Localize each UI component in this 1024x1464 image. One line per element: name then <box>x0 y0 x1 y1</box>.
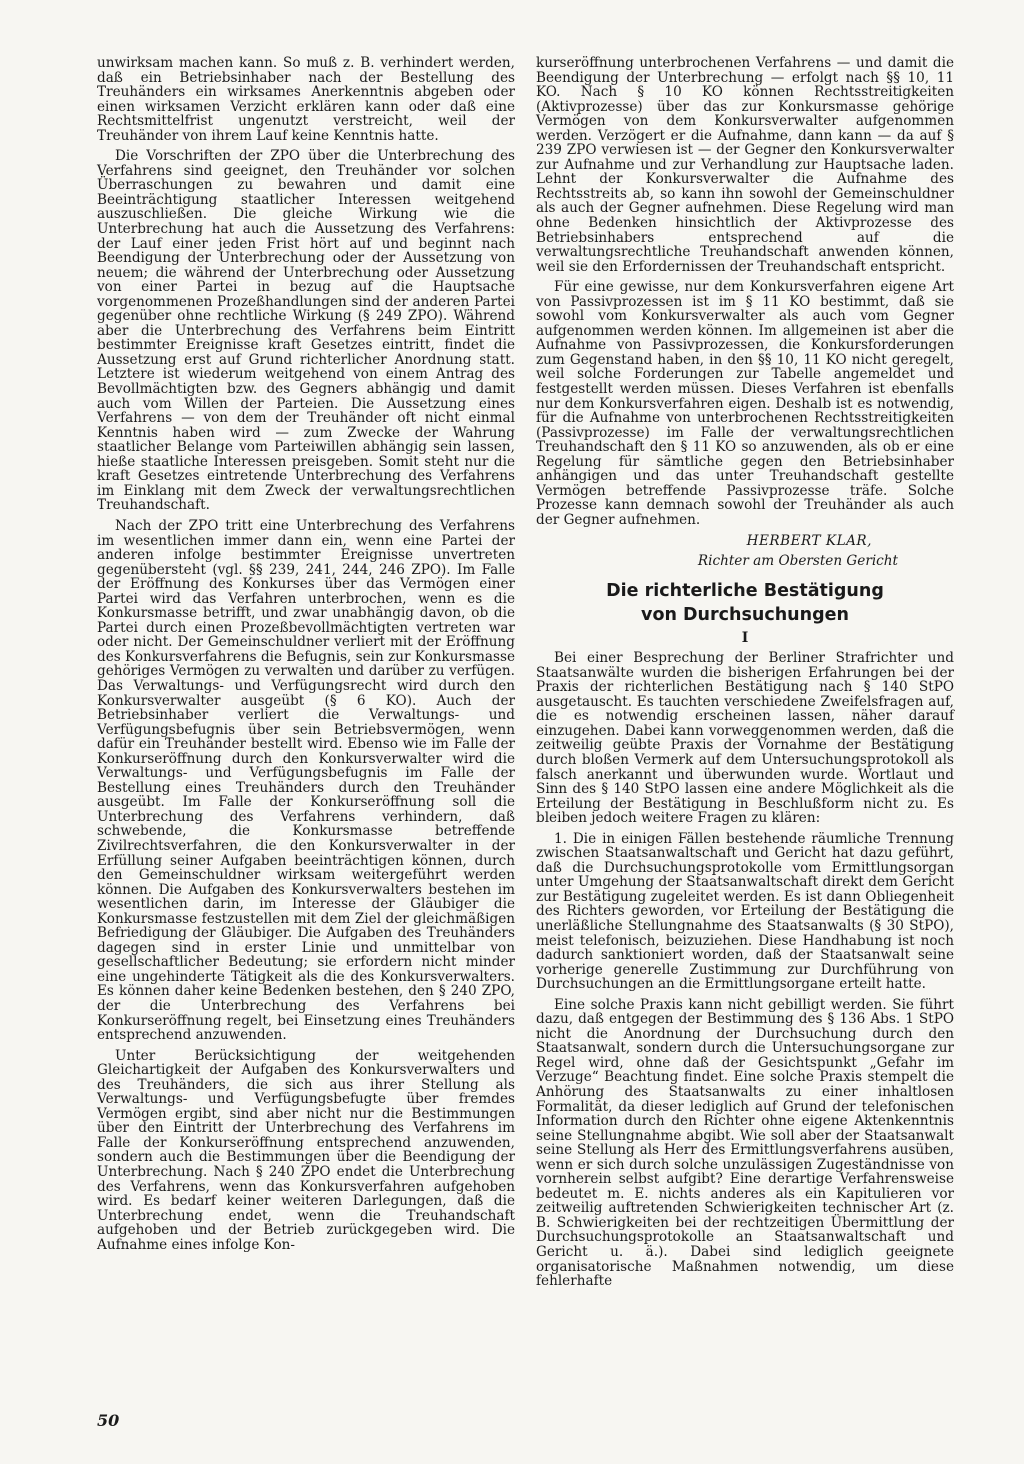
article-title-line: Die richterliche Bestätigung <box>606 580 884 601</box>
paragraph: unwirksam machen kann. So muß z. B. verhindert werden, daß ein Betriebsinhaber nach der Bestellung des Treuhänders ein wirksames Anerkenntnis abgeben oder einen wirksamen Verzicht erklären kann oder daß eine Rechtsmittelfrist ungenutzt verstreicht, weil der Treuhänder von ihrem Lauf keine Kenntnis hatte. <box>97 55 515 144</box>
left-column <box>97 56 515 1258</box>
paragraph: 1. Die in einigen Fällen bestehende räumliche Trennung zwischen Staatsanwaltschaft und Gericht hat dazu geführt, daß die Durchsuchungsprotokolle vom Ermittlungsorgan unter Umgehung der Staatsanwaltschaft direkt dem Gericht zur Bestätigung zugeleitet werden. Es ist dann Obliegenheit des Richters geworden, vor Erteilung der Bestätigung die unerläßliche Stellungnahme des Staatsanwalts (§ 30 StPO), meist telefonisch, beizuziehen. Diese Handhabung ist noch dadurch sanktioniert worden, daß der Staatsanwalt seine vorherige generelle Zustimmung zur Durchführung von Durchsuchungen an die Ermittlungsorgane erteilt hatte. <box>536 830 954 993</box>
paragraph: Bei einer Besprechung der Berliner Strafrichter und Staatsanwälte wurden die bisherigen Erfahrungen bei der Praxis der richterlichen Bestätigung nach § 140 StPO ausgetauscht. Es tauchten verschiedene Zweifelsfragen auf, die es notwendig erscheinen lassen, näher darauf einzugehen. Dabei kann vorweggenommen werden, daß die zeitweilig geübte Praxis der Vornahme der Bestätigung durch bloßen Vermerk auf dem Untersuchungsprotokoll als falsch anerkannt und überwunden wurde. Wortlaut und Sinn des § 140 StPO lassen eine andere Möglichkeit als die Erteilung der Bestätigung in Beschlußform nicht zu. Es bleiben jedoch weitere Fragen zu klären: <box>536 650 954 827</box>
paragraph: Nach der ZPO tritt eine Unterbrechung des Verfahrens im wesentlichen immer dann ein, wenn eine Partei der anderen infolge bestimmter Ereignisse unvertreten gegenübersteht (vgl. §§ 239, 241, 244, 246 ZPO). Im Falle der Eröffnung des Konkurses über das Vermögen einer Partei wird das Verfahren unterbrochen, wenn es die Konkursmasse betrifft, und zwar unabhängig davon, ob die Partei durch einen Prozeßbevollmächtigten vertreten war oder nicht. Der Gemeinschuldner verliert mit der Eröffnung des Konkursverfahrens die Befugnis, sein zur Konkursmasse gehöriges Vermögen zu verwalten und darüber zu verfügen. Das Verwaltungs- und Verfügungsrecht wird durch den Konkursverwalter ausgeübt (§ 6 KO). Auch der Betriebsinhaber verliert die Verwaltungs- und Verfügungsbefugnis über sein Betriebsvermögen, wenn dafür ein Treuhänder bestellt wird. Ebenso wie im Falle der Konkurseröffnung durch den Konkursverwalter wird die Verwaltungs- und Verfügungsbefugnis im Falle der Bestellung eines Treuhänders durch den Treuhänder ausgeübt. Im Falle der Konkurseröffnung soll die Unterbrechung des Verfahrens verhindern, daß schwebende, die Konkursmasse betreffende Zivilrechtsverfahren, die den Konkursverwalter in der Erfüllung seiner Aufgaben beeinträchtigen können, durch den Gemeinschuldner wirksam weitergeführt werden können. Die Aufgaben des Konkursverwalters bestehen im wesentlichen darin, im Interesse der Gläubiger die Konkursmasse festzustellen mit dem Ziel der gleichmäßigen Befriedigung der Gläubiger. Die Aufgaben des Treuhänders dagegen sind in erster Linie und unmittelbar von gesellschaftlicher Bedeutung; sie erfordern nicht minder eine ungehinderte Tätigkeit als die des Konkursverwalters. Es können daher keine Bedenken bestehen, den § 240 ZPO, der die Unterbrechung des Verfahrens bei Konkurseröffnung regelt, bei Einsetzung eines Treuhänders entsprechend anzuwenden. <box>97 517 515 1044</box>
right-column <box>536 56 954 1295</box>
author-role: Richter am Obersten Gericht <box>697 553 898 570</box>
article-title <box>536 579 954 627</box>
paragraph: kurseröffnung unterbrochenen Verfahrens — und damit die Beendigung der Unterbrechung — erfolgt nach §§ 10, 11 KO. Nach § 10 KO können Rechtsstreitigkeiten (Aktivprozesse) über das zur Konkursmasse gehörige Vermögen von dem Konkursverwalter aufgenommen werden. Verzögert er die Aufnahme, dann kann — da auf § 239 ZPO verwiesen ist — der Gegner den Konkursverwalter zur Aufnahme und zur Verhandlung zur Hauptsache laden. Lehnt der Konkursverwalter die Aufnahme des Rechtsstreits ab, so kann ihn sowohl der Gemeinschuldner als auch der Gegner aufnehmen. Diese Regelung wird man ohne Bedenken hinsichtlich der Aktivprozesse des Betriebsinhabers entsprechend auf die verwaltungsrechtliche Treuhandschaft anwenden können, weil sie den Erfordernissen der Treuhandschaft entspricht. <box>536 55 954 275</box>
paragraph: Die Vorschriften der ZPO über die Unterbrechung des Verfahrens sind geeignet, den Treuhänder vor solchen Überraschungen zu bewahren und damit eine Beeinträchtigung staatlicher Interessen weitgehend auszuschließen. Die gleiche Wirkung wie die Unterbrechung hat auch die Aussetzung des Verfahrens: der Lauf einer jeden Frist hört auf und beginnt nach Beendigung der Unterbrechung oder der Aussetzung von neuem; die während der Unterbrechung oder Aussetzung von einer Partei in bezug auf die Hauptsache vorgenommenen Prozeßhandlungen sind der anderen Partei gegenüber ohne rechtliche Wirkung (§ 249 ZPO). Während aber die Unterbrechung des Verfahrens beim Eintritt bestimmter Ereignisse kraft Gesetzes eintritt, findet die Aussetzung erst auf Grund richterlicher Anordnung statt. Letztere ist wiederum weitgehend von einem Antrag des Bevollmächtigten bzw. des Gegners abhängig und damit auch vom Willen der Parteien. Die Aussetzung eines Verfahrens — von dem der Treuhänder oft nicht einmal Kenntnis haben wird — zum Zwecke der Wahrung staatlicher Belange vom Parteiwillen abhängig sein lassen, hieße staatliche Interessen preisgeben. Somit steht nur die kraft Gesetzes eintretende Unterbrechung des Verfahrens im Einklang mit dem Zweck der verwaltungsrechtlichen Treuhandschaft. <box>97 148 515 514</box>
paragraph: Für eine gewisse, nur dem Konkursverfahren eigene Art von Passivprozessen ist im § 11 KO bestimmt, daß sie sowohl vom Konkursverwalter als auch vom Gegner aufgenommen werden können. Im allgemeinen ist aber die Aufnahme von Passivprozessen, die Konkursforderungen zum Gegenstand haben, in den §§ 10, 11 KO nicht geregelt, weil solche Forderungen zur Tabelle angemeldet und festgestellt werden müssen. Dieses Verfahren ist ebenfalls nur dem Konkursverfahren eigen. Deshalb ist es notwendig, für die Aufnahme von unterbrochenen Rechtsstreitigkeiten (Passivprozesse) im Falle der verwaltungsrechtlichen Treuhandschaft den § 11 KO so anzuwenden, als ob er eine Regelung für sämtliche gegen den Betriebsinhaber anhängigen und das unter Treuhandschaft gestellte Vermögen betreffende Passivprozesse träfe. Solche Prozesse kann demnach sowohl der Treuhänder als auch der Gegner aufnehmen. <box>536 279 954 528</box>
paragraph: Eine solche Praxis kann nicht gebilligt werden. Sie führt dazu, daß entgegen der Bestimmung des § 136 Abs. 1 StPO nicht die Anordnung der Durchsuchung durch den Staatsanwalt, sondern durch die Untersuchungsorgane zur Regel wird, ohne daß der Gesichtspunkt „Gefahr im Verzuge“ Beachtung findet. Eine solche Praxis stempelt die Anhörung des Staatsanwalts zu einer inhaltlosen Formalität, da dieser lediglich auf Grund der telefonischen Information durch den Richter ohne eigene Aktenkenntnis seine Stellungnahme abgibt. Wie soll aber der Staatsanwalt seine Stellung als Herr des Ermittlungsverfahrens ausüben, wenn er sich durch solche unzulässigen Zugeständnisse von vornherein selbst aufgibt? Eine derartige Verfahrensweise bedeutet m. E. nichts anderes als ein Kapitulieren vor zeitweilig auftretenden Schwierigkeiten technischer Art (z. B. Schwierigkeiten bei der rechtzeitigen Übermittlung der Durchsuchungsprotokolle an Staatsanwaltschaft und Gericht u. ä.). Dabei sind lediglich geeignete organisatorische Maßnahmen notwendig, um diese fehlerhafte <box>536 996 954 1290</box>
article-title-line: von Durchsuchungen <box>641 604 849 625</box>
page-number: 50 <box>97 1411 120 1430</box>
author-name: HERBERT KLAR, <box>746 532 872 549</box>
paragraph: Unter Berücksichtigung der weitgehenden Gleichartigkeit der Aufgaben des Konkursverwalters und des Treuhänders, die sich aus ihrer Stellung als Verwaltungs- und Verfügungsbefugte über fremdes Vermögen ergibt, sind aber nicht nur die Bestimmungen über den Eintritt der Unterbrechung des Verfahrens im Falle der Konkurseröffnung entsprechend anzuwenden, sondern auch die Bestimmungen über die Beendigung der Unterbrechung. Nach § 240 ZPO endet die Unterbrechung des Verfahrens, wenn das Konkursverfahren aufgehoben wird. Es bedarf keiner weiteren Darlegungen, daß die Unterbrechung endet, wenn die Treuhandschaft aufgehoben und der Betrieb zurückgegeben wird. Die Aufnahme eines infolge Kon- <box>97 1047 515 1253</box>
section-number: I <box>741 629 749 646</box>
